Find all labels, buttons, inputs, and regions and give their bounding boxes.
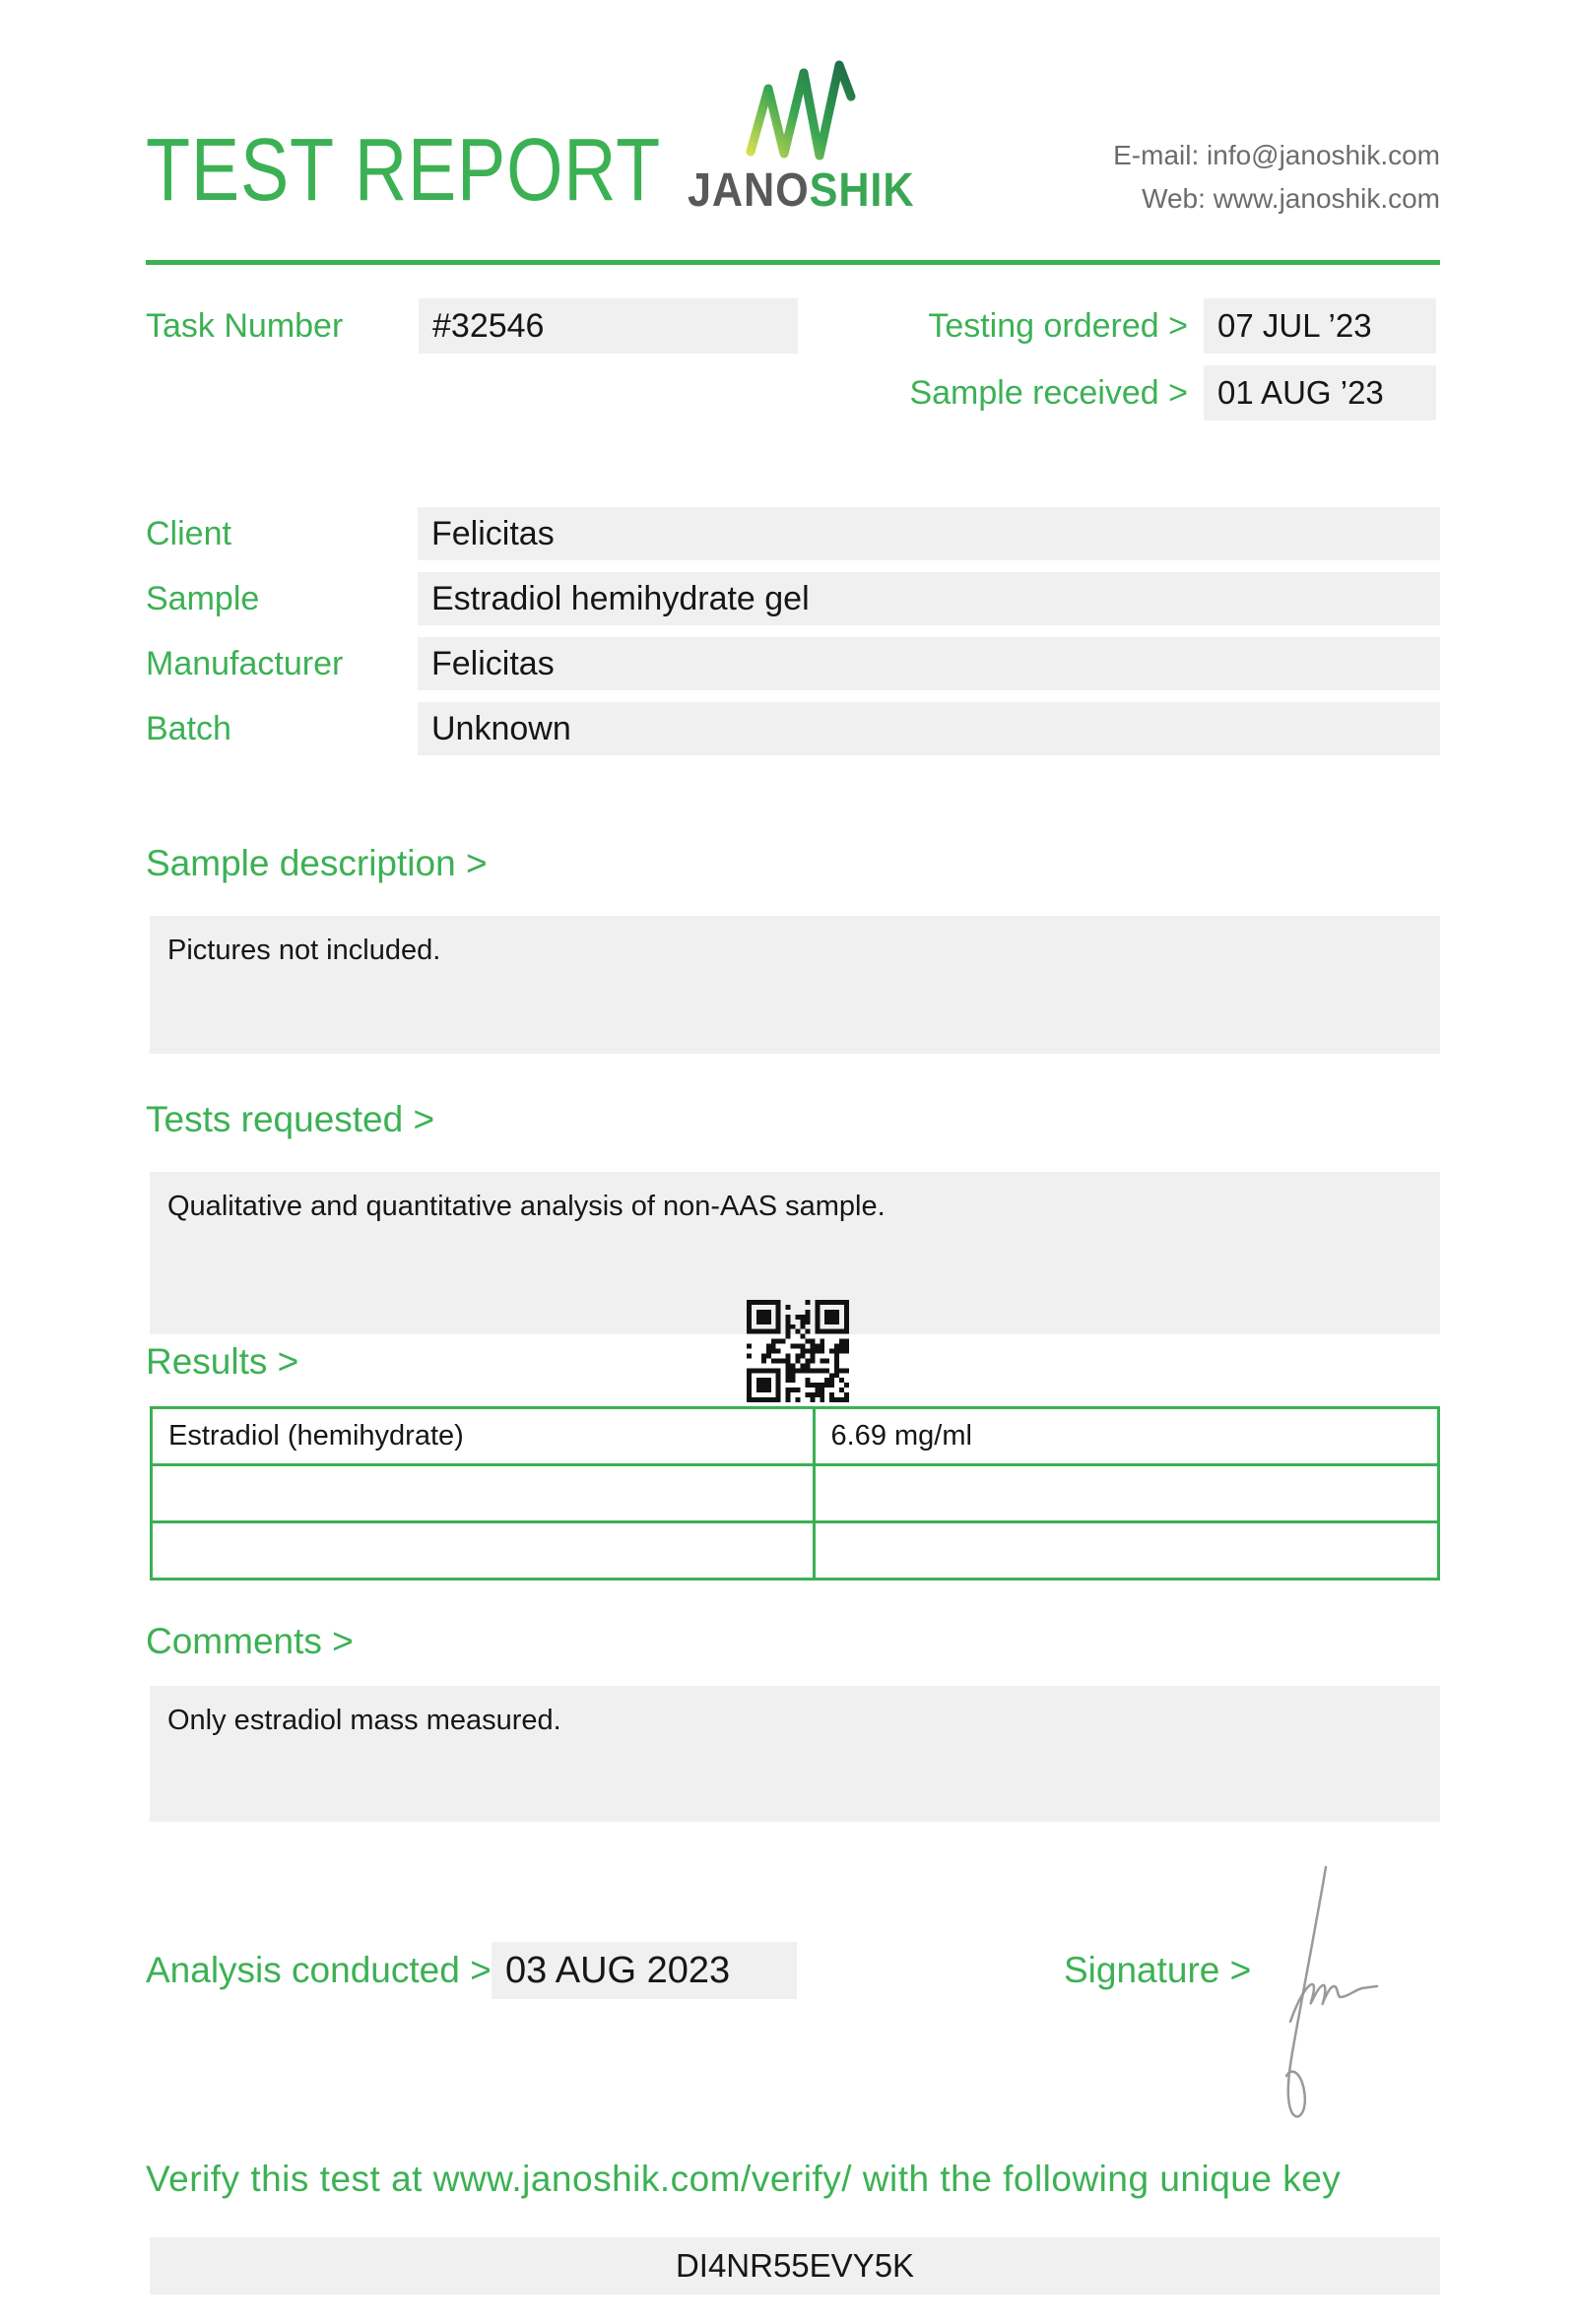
qr-code — [747, 1300, 849, 1402]
contact-web: Web: www.janoshik.com — [1142, 183, 1440, 214]
contact-block — [1113, 134, 1440, 221]
task-number-value: #32546 — [419, 298, 798, 354]
brand-name — [688, 163, 914, 218]
comments-text: Only estradiol mass measured. — [167, 1705, 561, 1736]
table-row — [152, 1465, 1439, 1522]
task-number-label: Task Number — [146, 307, 344, 345]
signature-image — [1261, 1849, 1409, 2145]
analysis-date-value: 03 AUG 2023 — [492, 1942, 797, 1999]
header-divider — [146, 260, 1440, 265]
analysis-conducted-label: Analysis conducted > — [146, 1950, 492, 1990]
brand-name-primary: JANO — [688, 164, 810, 217]
janoshik-logo-icon — [741, 55, 879, 165]
testing-ordered-label: Testing ordered > — [928, 307, 1188, 345]
result-value — [814, 1522, 1439, 1580]
verify-text: Verify this test at www.janoshik.com/verify/ with the following unique key — [146, 2159, 1342, 2199]
detail-label-manufacturer: Manufacturer — [146, 645, 344, 682]
result-analyte: Estradiol (hemihydrate) — [152, 1408, 815, 1465]
tests-requested-heading: Tests requested > — [146, 1099, 435, 1139]
comments-box — [150, 1686, 1440, 1822]
detail-label-batch: Batch — [146, 710, 231, 747]
detail-label-client: Client — [146, 515, 231, 552]
detail-value-sample: Estradiol hemihydrate gel — [418, 572, 1440, 625]
results-table — [150, 1406, 1440, 1581]
sample-description-box — [150, 916, 1440, 1054]
detail-value-manufacturer: Felicitas — [418, 637, 1440, 690]
verify-key: DI4NR55EVY5K — [150, 2237, 1440, 2294]
sample-received-label: Sample received > — [909, 374, 1188, 412]
tests-requested-text: Qualitative and quantitative analysis of non-AAS sample. — [167, 1191, 886, 1222]
sample-description-heading: Sample description > — [146, 843, 488, 883]
sample-description-text: Pictures not included. — [167, 935, 441, 966]
detail-value-client: Felicitas — [418, 507, 1440, 560]
signature-label: Signature > — [1064, 1950, 1252, 1990]
contact-email: E-mail: info@janoshik.com — [1113, 140, 1440, 170]
detail-label-sample: Sample — [146, 580, 260, 617]
result-value: 6.69 mg/ml — [814, 1408, 1439, 1465]
brand-name-secondary: SHIK — [809, 164, 915, 217]
table-row — [152, 1408, 1439, 1465]
page-title: TEST REPORT — [146, 121, 661, 220]
testing-ordered-value: 07 JUL ’23 — [1204, 298, 1436, 354]
sample-received-value: 01 AUG ’23 — [1204, 365, 1436, 420]
comments-heading: Comments > — [146, 1621, 354, 1661]
result-analyte — [152, 1522, 815, 1580]
result-analyte — [152, 1465, 815, 1522]
detail-value-batch: Unknown — [418, 702, 1440, 755]
table-row — [152, 1522, 1439, 1580]
results-heading: Results > — [146, 1341, 299, 1382]
result-value — [814, 1465, 1439, 1522]
